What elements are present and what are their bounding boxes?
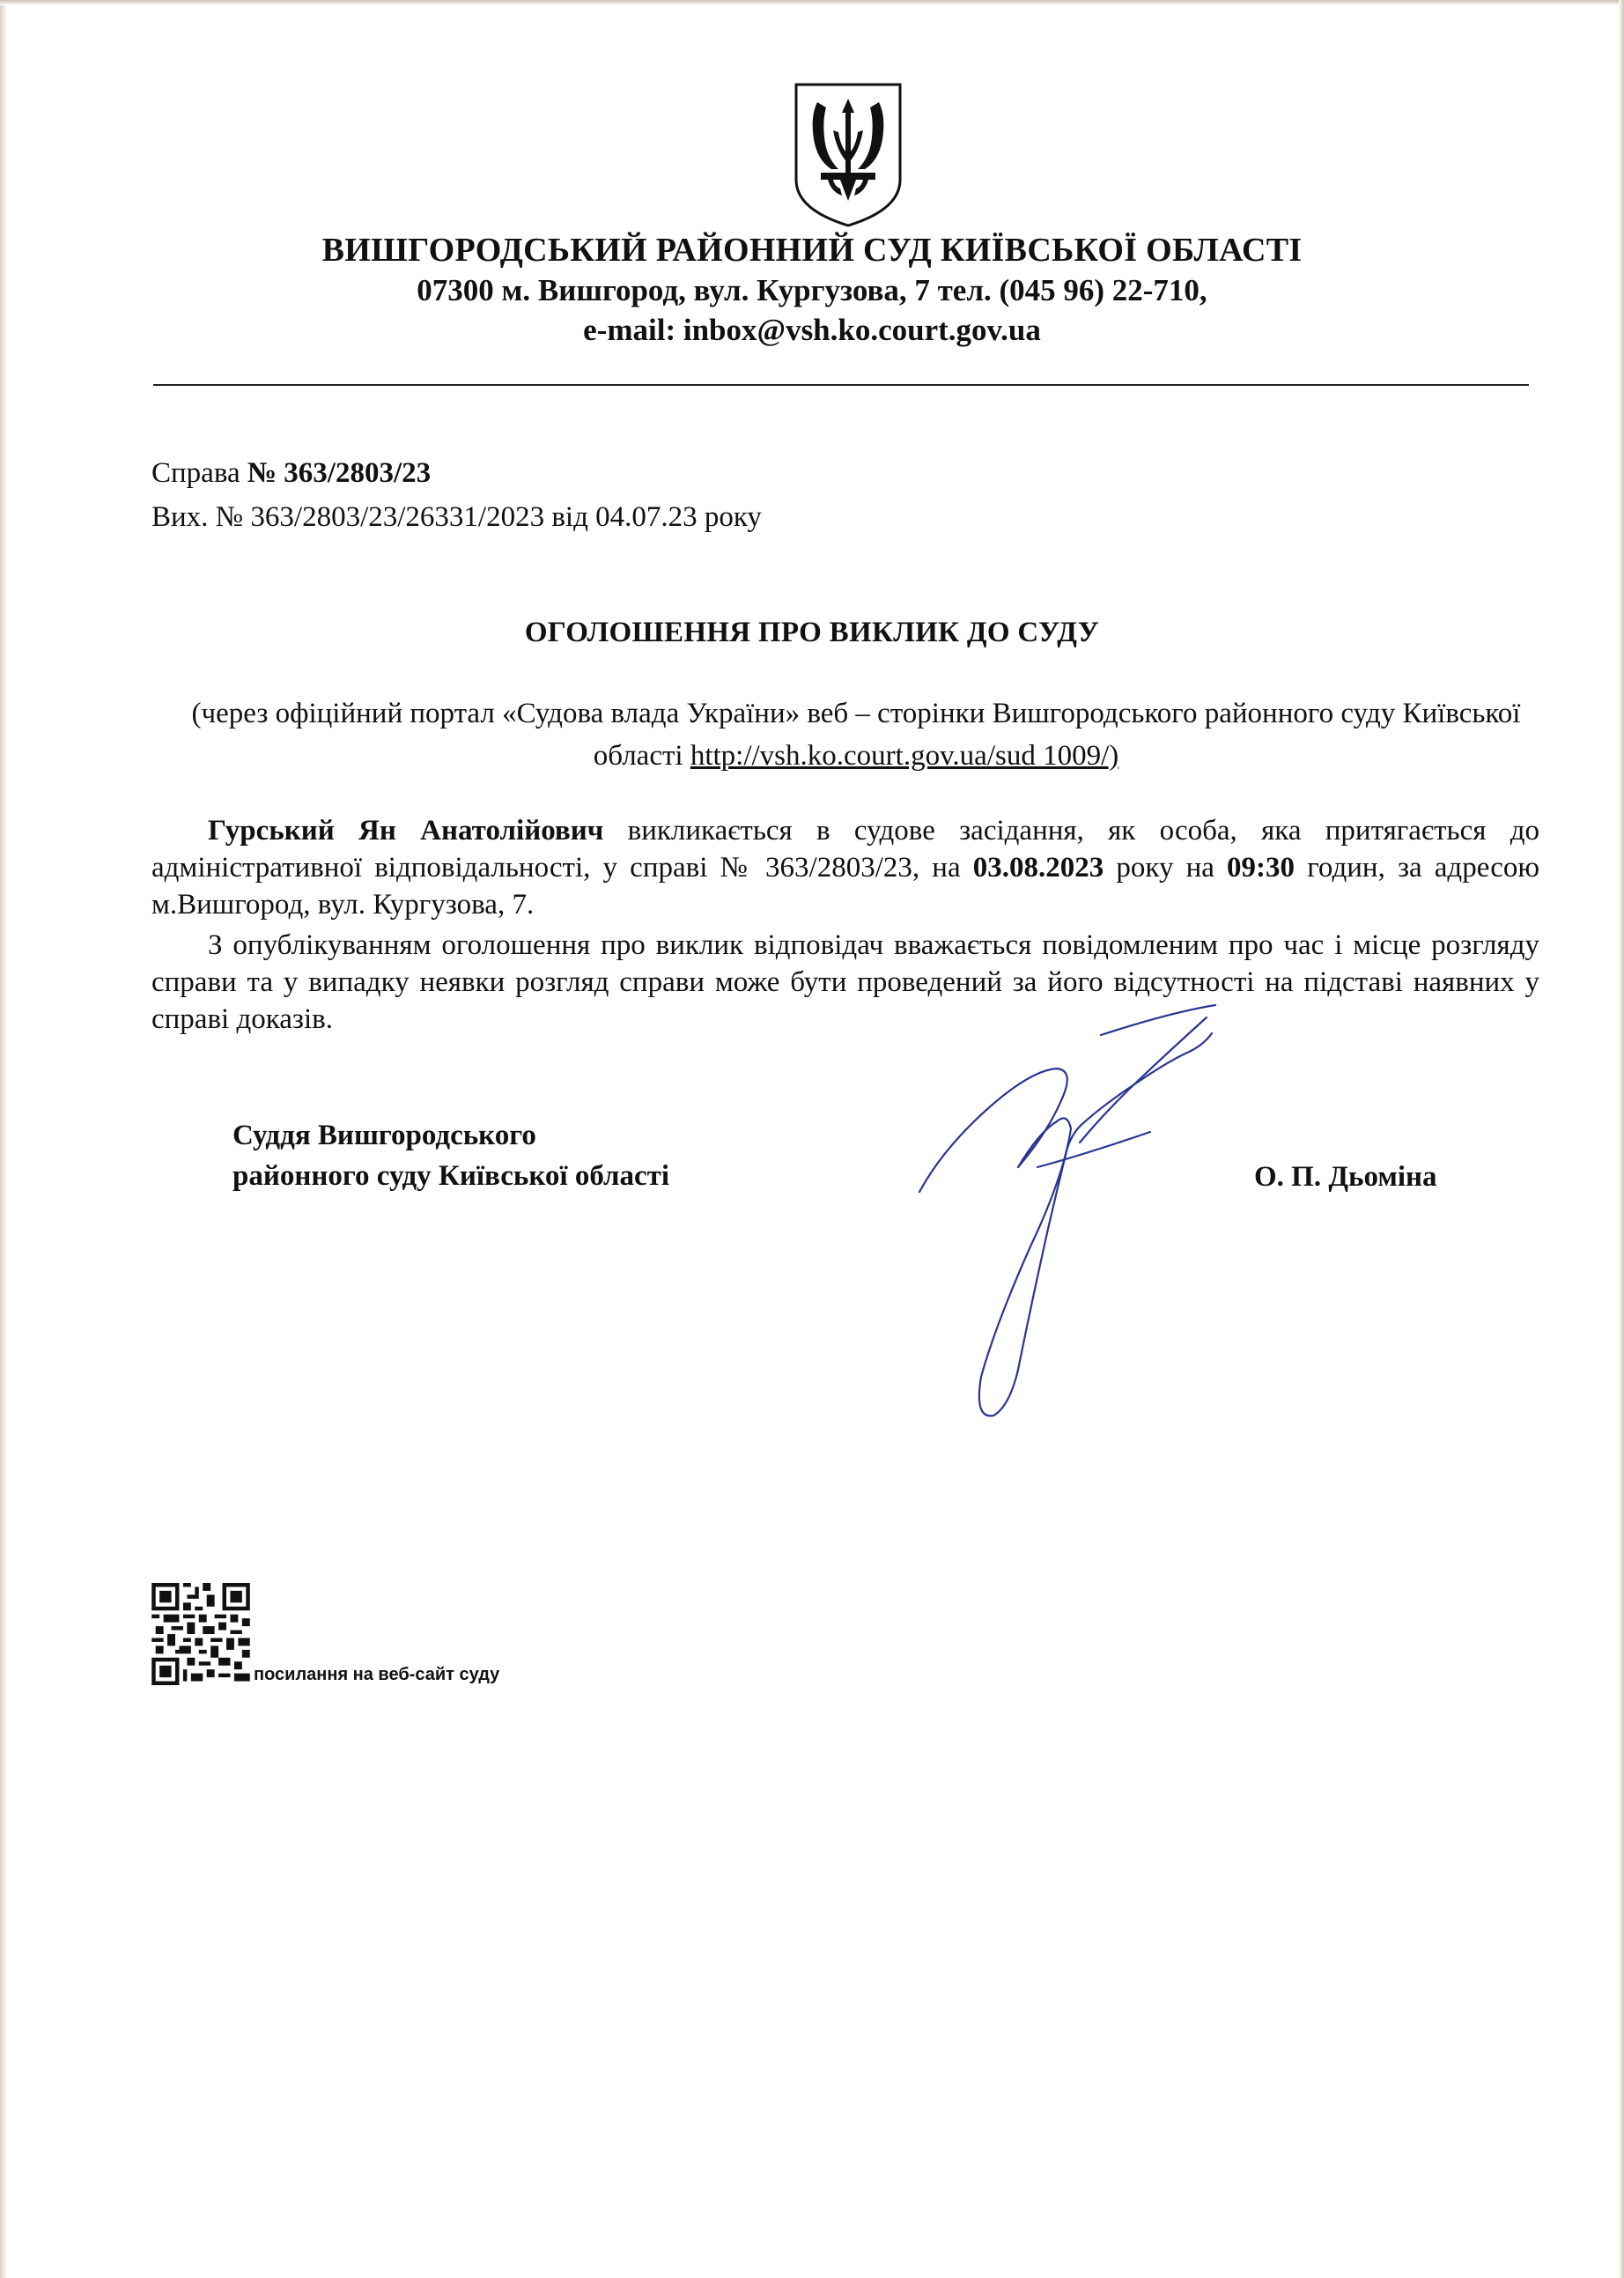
case-prefix: Справа (151, 457, 247, 489)
notice-source (176, 692, 1536, 777)
court-website-link[interactable]: http://vsh.ko.court.gov.ua/sud 1009/) (690, 740, 1119, 772)
judge-name: О. П. Дьоміна (1254, 1161, 1437, 1193)
summons-text-a: викликається в судове засідання, як особа, яка притягається до адміністративної відповідальності, у справі № 363/2803/23, на (151, 815, 1539, 884)
case-number-line (151, 457, 431, 490)
court-address: 07300 м. Вишгород, вул. Кургузова, 7 тел. (045 96) 22-710, (417, 273, 1207, 307)
hearing-time: 09:30 (1227, 852, 1296, 884)
header-divider (153, 384, 1529, 386)
hearing-date: 03.08.2023 (972, 852, 1104, 884)
summons-text-c: годин, за адресою м.Вишгород, вул. Кургузова, 7. (151, 852, 1539, 921)
summons-paragraph (151, 812, 1539, 923)
consequence-paragraph: З опублікуванням оголошення про виклик відповідач вважається повідомленим про час і місце розгляду справи та у випадку неявки розгляд справи може бути проведений за його відсутності на підставі наявних у справі доказів. (151, 929, 1539, 1035)
person-name: Гурський Ян Анатолійович (208, 815, 604, 847)
court-name: ВИШГОРОДСЬКИЙ РАЙОННИЙ СУД КИЇВСЬКОЇ ОБЛАСТІ (321, 232, 1303, 269)
qr-code-icon[interactable] (151, 1583, 250, 1685)
judge-title (233, 1115, 669, 1196)
judge-title-line-1: Суддя Вишгородського (233, 1120, 536, 1151)
page-edge-top (0, 0, 1624, 5)
summons-text-b: року на (1104, 852, 1228, 884)
case-number: № 363/2803/23 (247, 457, 432, 489)
notice-title: ОГОЛОШЕННЯ ПРО ВИКЛИК ДО СУДУ (524, 617, 1100, 648)
trident-emblem-icon (791, 81, 905, 229)
qr-caption: посилання на веб-сайт суду (254, 1665, 500, 1684)
notice-source-text: (через офіційний портал «Судова влада України» веб – сторінки Вишгородського районного суду Київської області (191, 698, 1521, 772)
court-email: e-mail: inbox@vsh.ko.court.gov.ua (583, 313, 1041, 347)
outgoing-number: Вих. № 363/2803/23/26331/2023 від 04.07.23 року (151, 501, 762, 533)
handwritten-signature (907, 1000, 1277, 1440)
judge-title-line-2: районного суду Київської області (233, 1160, 670, 1192)
